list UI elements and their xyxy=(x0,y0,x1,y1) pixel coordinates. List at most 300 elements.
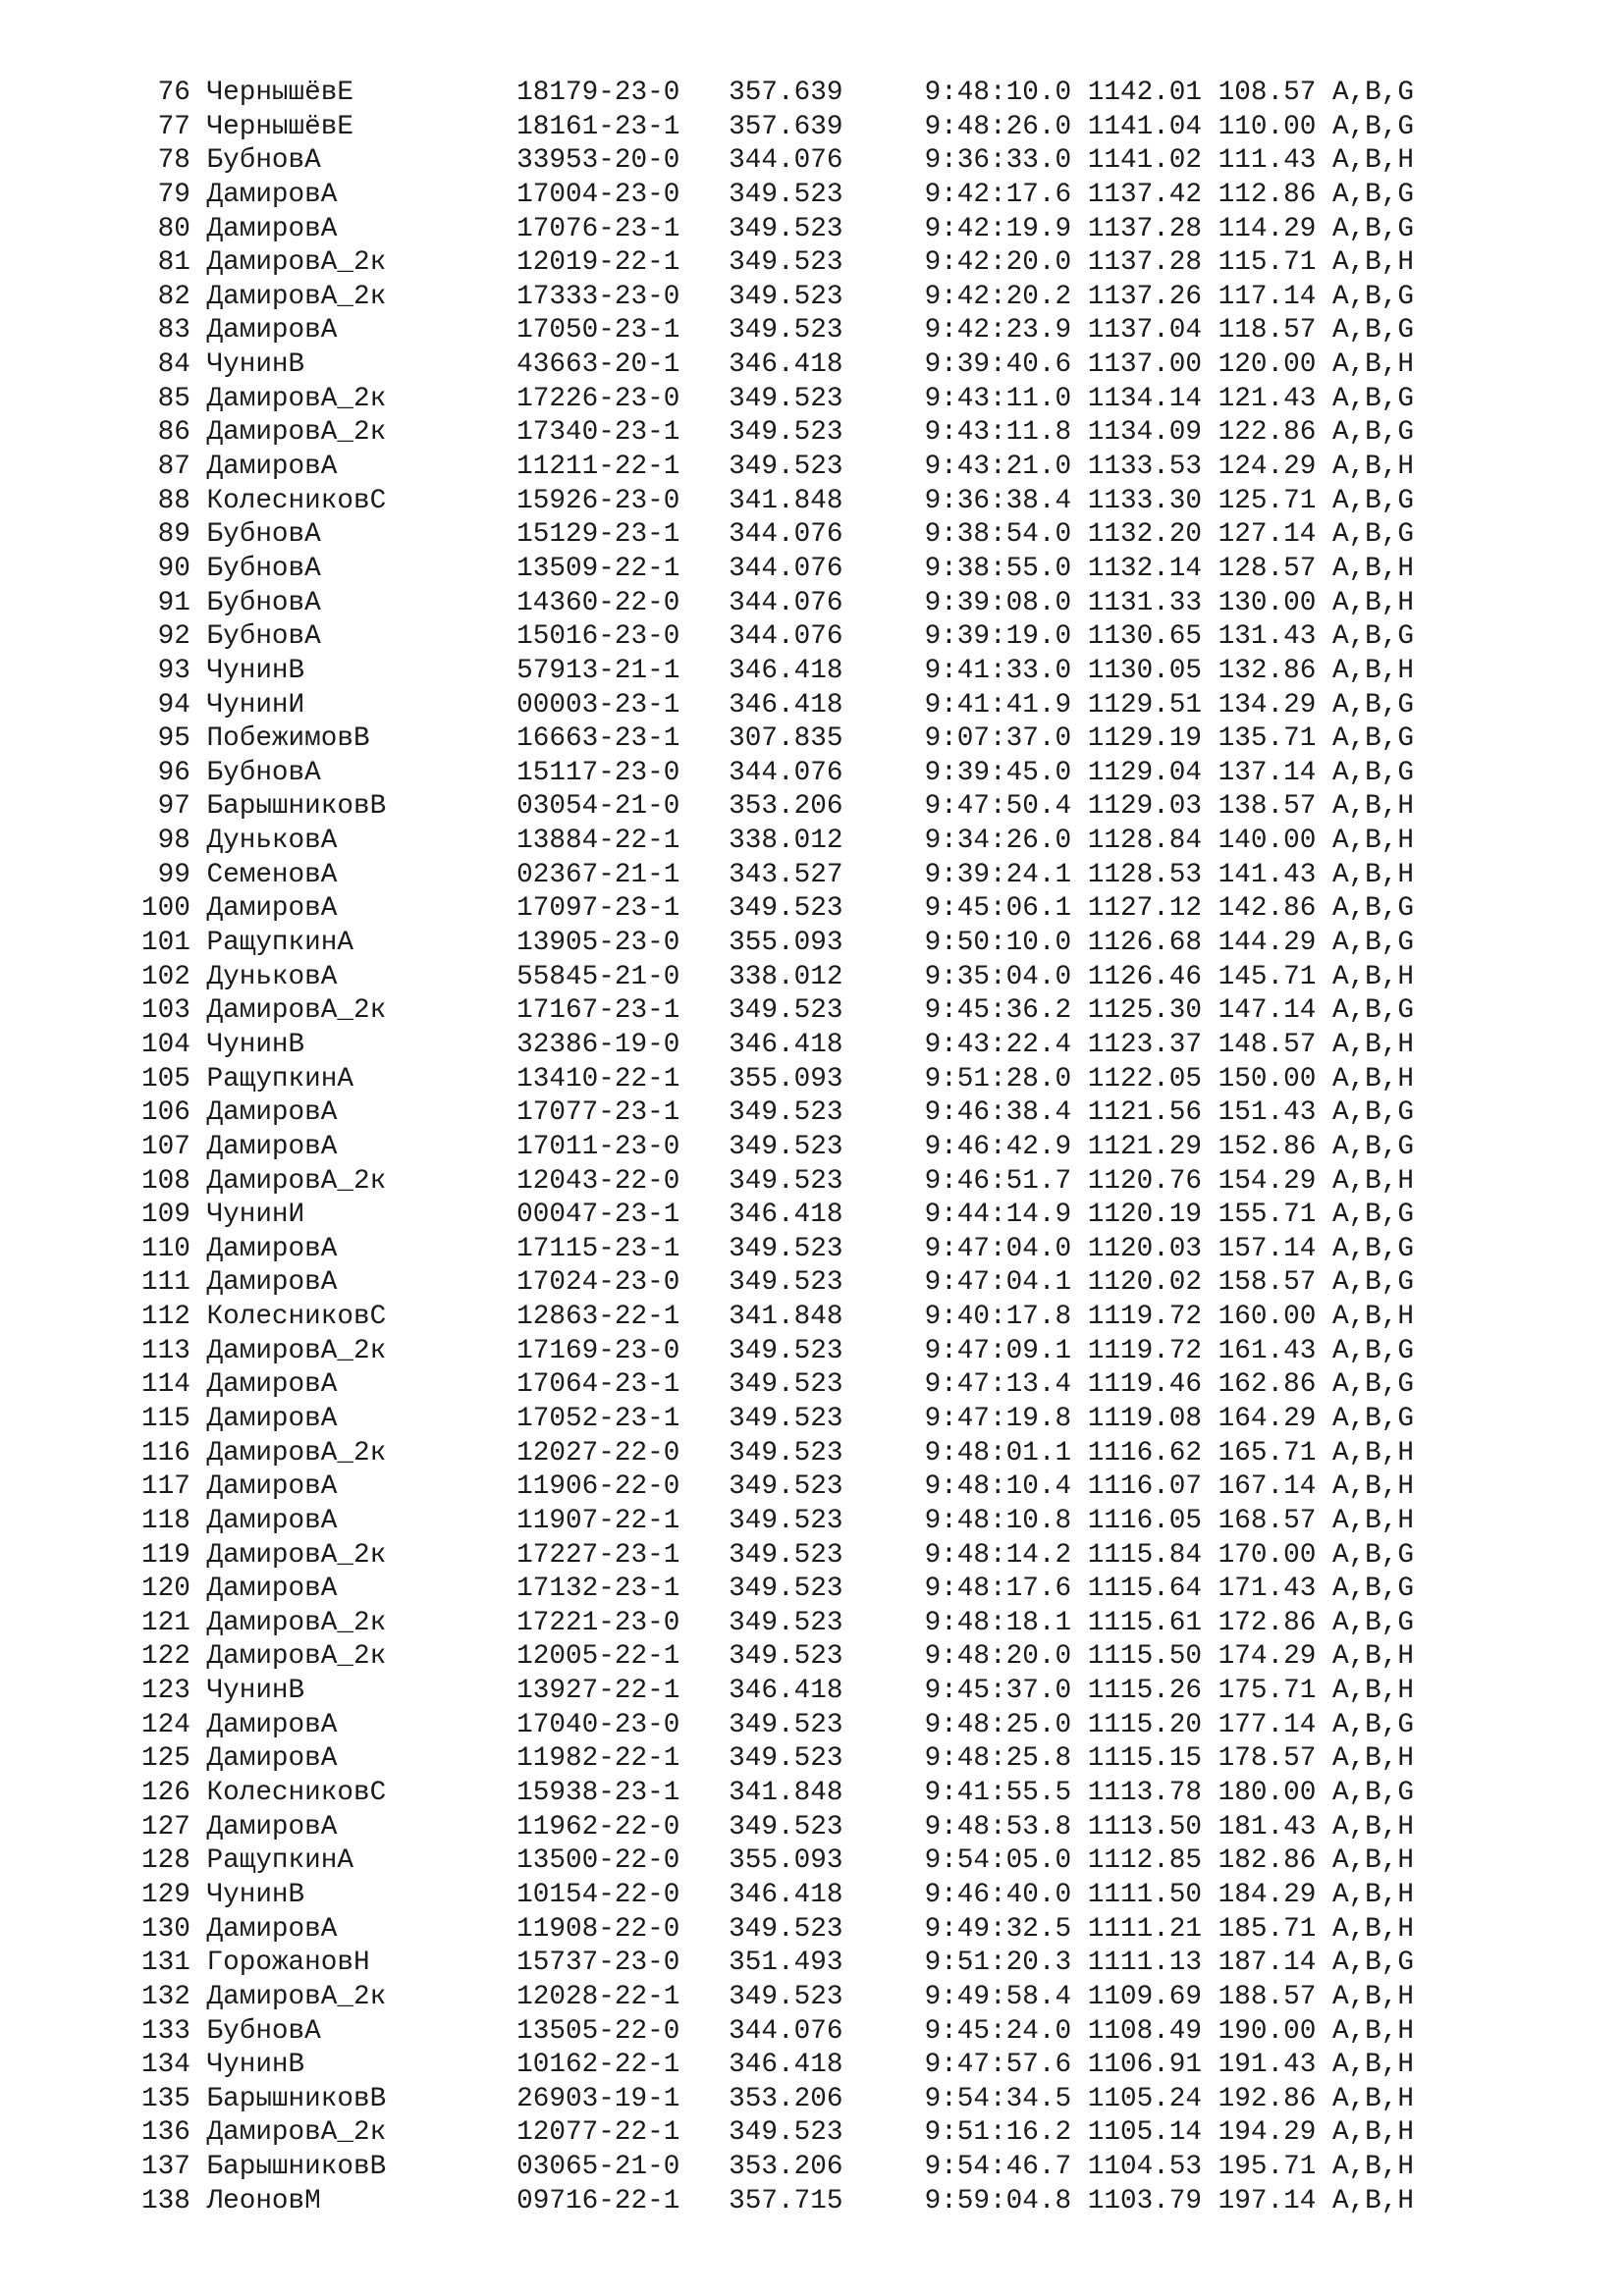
cell-ring: 12043-22-0 xyxy=(516,1165,730,1197)
cell-place: 92 xyxy=(141,621,207,653)
cell-distance: 349.523 xyxy=(729,315,925,347)
table-row xyxy=(141,1131,1414,1165)
cell-flags: A,B,H xyxy=(1331,145,1415,177)
cell-place: 123 xyxy=(141,1676,207,1707)
table-row xyxy=(141,2116,1414,2151)
cell-points: 142.86 xyxy=(1218,893,1332,925)
cell-speed: 1121.29 xyxy=(1087,1131,1218,1162)
cell-flags: A,B,H xyxy=(1331,1063,1415,1095)
cell-distance: 349.523 xyxy=(729,1437,925,1468)
cell-time: 9:39:24.1 xyxy=(924,859,1088,890)
cell-place: 135 xyxy=(141,2083,207,2114)
table-row xyxy=(141,2151,1414,2185)
cell-points: 180.00 xyxy=(1218,1778,1332,1809)
cell-distance: 341.848 xyxy=(729,485,925,516)
cell-time: 9:42:20.0 xyxy=(924,247,1088,279)
table-row xyxy=(141,1199,1414,1233)
cell-distance: 346.418 xyxy=(729,1029,925,1060)
cell-name: ДамировА xyxy=(206,1574,517,1605)
cell-speed: 1109.69 xyxy=(1087,1981,1218,2012)
cell-ring: 17052-23-1 xyxy=(516,1403,730,1434)
cell-distance: 346.418 xyxy=(729,1200,925,1231)
table-row xyxy=(141,111,1414,145)
cell-distance: 338.012 xyxy=(729,961,925,992)
cell-points: 161.43 xyxy=(1218,1335,1332,1366)
cell-place: 78 xyxy=(141,145,207,177)
cell-place: 77 xyxy=(141,111,207,142)
cell-name: ДамировА xyxy=(206,1369,517,1401)
cell-points: 178.57 xyxy=(1218,1743,1332,1775)
cell-speed: 1115.50 xyxy=(1087,1641,1218,1673)
cell-place: 76 xyxy=(141,78,207,108)
table-row xyxy=(141,927,1414,961)
cell-speed: 1116.07 xyxy=(1087,1471,1218,1503)
cell-flags: A,B,H xyxy=(1331,655,1415,686)
cell-distance: 349.523 xyxy=(729,247,925,279)
cell-place: 110 xyxy=(141,1233,207,1264)
cell-speed: 1137.28 xyxy=(1087,213,1218,244)
cell-time: 9:48:26.0 xyxy=(924,111,1088,142)
table-row xyxy=(141,348,1414,383)
cell-ring: 12005-22-1 xyxy=(516,1641,730,1673)
cell-points: 157.14 xyxy=(1218,1233,1332,1264)
cell-ring: 13500-22-0 xyxy=(516,1845,730,1877)
cell-place: 107 xyxy=(141,1131,207,1162)
cell-place: 104 xyxy=(141,1029,207,1060)
table-row xyxy=(141,451,1414,485)
table-row xyxy=(141,1879,1414,1913)
table-row xyxy=(141,1844,1414,1879)
cell-flags: A,B,G xyxy=(1331,928,1415,959)
cell-distance: 357.639 xyxy=(729,78,925,108)
cell-place: 90 xyxy=(141,553,207,584)
cell-ring: 17097-23-1 xyxy=(516,893,730,925)
cell-speed: 1130.05 xyxy=(1087,655,1218,686)
cell-name: БубновА xyxy=(206,145,517,177)
table-row xyxy=(141,2083,1414,2117)
cell-distance: 349.523 xyxy=(729,1335,925,1366)
cell-flags: A,B,H xyxy=(1331,1879,1415,1910)
cell-name: СеменовА xyxy=(206,859,517,890)
cell-points: 125.71 xyxy=(1218,485,1332,516)
cell-speed: 1132.14 xyxy=(1087,553,1218,584)
cell-ring: 17024-23-0 xyxy=(516,1267,730,1299)
cell-name: ДамировА_2к xyxy=(206,1335,517,1366)
table-row xyxy=(141,1913,1414,1948)
cell-ring: 12028-22-1 xyxy=(516,1981,730,2012)
cell-speed: 1112.85 xyxy=(1087,1845,1218,1877)
cell-speed: 1119.46 xyxy=(1087,1369,1218,1401)
cell-time: 9:47:19.8 xyxy=(924,1403,1088,1434)
cell-place: 120 xyxy=(141,1574,207,1605)
cell-speed: 1103.79 xyxy=(1087,2185,1218,2216)
table-row xyxy=(141,1981,1414,2015)
cell-distance: 357.715 xyxy=(729,2185,925,2216)
cell-points: 171.43 xyxy=(1218,1574,1332,1605)
cell-name: ДамировА xyxy=(206,179,517,210)
cell-distance: 349.523 xyxy=(729,1607,925,1638)
cell-flags: A,B,G xyxy=(1331,1607,1415,1638)
cell-name: ДамировА_2к xyxy=(206,1981,517,2012)
cell-place: 137 xyxy=(141,2152,207,2183)
cell-name: БарышниковВ xyxy=(206,2083,517,2114)
cell-time: 9:43:22.4 xyxy=(924,1029,1088,1060)
cell-ring: 13884-22-1 xyxy=(516,826,730,857)
cell-speed: 1106.91 xyxy=(1087,2050,1218,2081)
cell-points: 111.43 xyxy=(1218,145,1332,177)
cell-place: 100 xyxy=(141,893,207,925)
cell-ring: 17076-23-1 xyxy=(516,213,730,244)
table-row xyxy=(141,1233,1414,1267)
cell-time: 9:46:38.4 xyxy=(924,1097,1088,1129)
cell-place: 116 xyxy=(141,1437,207,1468)
cell-ring: 11906-22-0 xyxy=(516,1471,730,1503)
table-row xyxy=(141,1096,1414,1131)
cell-speed: 1127.12 xyxy=(1087,893,1218,925)
cell-flags: A,B,G xyxy=(1331,111,1415,142)
cell-points: 121.43 xyxy=(1218,383,1332,414)
cell-place: 111 xyxy=(141,1267,207,1299)
cell-name: БубновА xyxy=(206,2015,517,2047)
cell-ring: 17167-23-1 xyxy=(516,995,730,1027)
cell-distance: 355.093 xyxy=(729,928,925,959)
cell-ring: 11907-22-1 xyxy=(516,1505,730,1536)
cell-distance: 349.523 xyxy=(729,1165,925,1197)
cell-ring: 17226-23-0 xyxy=(516,383,730,414)
table-row xyxy=(141,994,1414,1029)
cell-flags: A,B,G xyxy=(1331,723,1415,755)
cell-points: 112.86 xyxy=(1218,179,1332,210)
cell-speed: 1128.84 xyxy=(1087,826,1218,857)
cell-name: ЧунинВ xyxy=(206,655,517,686)
cell-ring: 17169-23-0 xyxy=(516,1335,730,1366)
cell-time: 9:42:19.9 xyxy=(924,213,1088,244)
cell-place: 109 xyxy=(141,1200,207,1231)
cell-ring: 17221-23-0 xyxy=(516,1607,730,1638)
table-row xyxy=(141,1573,1414,1607)
cell-name: ЧернышёвЕ xyxy=(206,78,517,108)
cell-flags: A,B,G xyxy=(1331,893,1415,925)
cell-flags: A,B,G xyxy=(1331,689,1415,721)
cell-speed: 1137.28 xyxy=(1087,247,1218,279)
cell-speed: 1111.13 xyxy=(1087,1948,1218,1979)
cell-name: ПобежимовВ xyxy=(206,723,517,755)
cell-points: 108.57 xyxy=(1218,78,1332,108)
cell-name: ДамировА xyxy=(206,1131,517,1162)
cell-time: 9:59:04.8 xyxy=(924,2185,1088,2216)
cell-time: 9:54:05.0 xyxy=(924,1845,1088,1877)
cell-time: 9:34:26.0 xyxy=(924,826,1088,857)
table-row xyxy=(141,2185,1414,2219)
cell-points: 137.14 xyxy=(1218,757,1332,788)
cell-ring: 13509-22-1 xyxy=(516,553,730,584)
cell-time: 9:46:51.7 xyxy=(924,1165,1088,1197)
cell-points: 144.29 xyxy=(1218,928,1332,959)
table-row xyxy=(141,1437,1414,1471)
cell-flags: A,B,H xyxy=(1331,1302,1415,1333)
cell-flags: A,B,H xyxy=(1331,826,1415,857)
cell-ring: 17227-23-1 xyxy=(516,1539,730,1571)
cell-flags: A,B,G xyxy=(1331,1574,1415,1605)
cell-distance: 338.012 xyxy=(729,826,925,857)
cell-place: 87 xyxy=(141,452,207,483)
table-row xyxy=(141,1403,1414,1437)
cell-place: 129 xyxy=(141,1879,207,1910)
cell-time: 9:42:20.2 xyxy=(924,281,1088,312)
cell-ring: 00047-23-1 xyxy=(516,1200,730,1231)
cell-flags: A,B,G xyxy=(1331,383,1415,414)
cell-name: КолесниковС xyxy=(206,1302,517,1333)
cell-points: 191.43 xyxy=(1218,2050,1332,2081)
cell-ring: 17004-23-0 xyxy=(516,179,730,210)
cell-name: ЧунинВ xyxy=(206,2050,517,2081)
cell-flags: A,B,G xyxy=(1331,1709,1415,1740)
cell-ring: 16663-23-1 xyxy=(516,723,730,755)
cell-name: БубновА xyxy=(206,621,517,653)
cell-ring: 17050-23-1 xyxy=(516,315,730,347)
cell-place: 138 xyxy=(141,2185,207,2216)
cell-points: 190.00 xyxy=(1218,2015,1332,2047)
table-row xyxy=(141,1742,1414,1777)
cell-speed: 1115.64 xyxy=(1087,1574,1218,1605)
cell-ring: 13505-22-0 xyxy=(516,2015,730,2047)
cell-distance: 349.523 xyxy=(729,281,925,312)
cell-speed: 1115.26 xyxy=(1087,1676,1218,1707)
cell-place: 82 xyxy=(141,281,207,312)
cell-time: 9:48:01.1 xyxy=(924,1437,1088,1468)
cell-ring: 33953-20-0 xyxy=(516,145,730,177)
table-row xyxy=(141,1165,1414,1200)
table-row xyxy=(141,859,1414,893)
cell-speed: 1132.20 xyxy=(1087,519,1218,551)
cell-name: КолесниковС xyxy=(206,485,517,516)
cell-speed: 1115.20 xyxy=(1087,1709,1218,1740)
cell-time: 9:38:55.0 xyxy=(924,553,1088,584)
cell-flags: A,B,G xyxy=(1331,1539,1415,1571)
cell-name: ДуньковА xyxy=(206,826,517,857)
cell-points: 158.57 xyxy=(1218,1267,1332,1299)
cell-name: ДамировА xyxy=(206,893,517,925)
cell-speed: 1119.72 xyxy=(1087,1302,1218,1333)
cell-speed: 1122.05 xyxy=(1087,1063,1218,1095)
cell-points: 128.57 xyxy=(1218,553,1332,584)
cell-ring: 02367-21-1 xyxy=(516,859,730,890)
cell-speed: 1111.50 xyxy=(1087,1879,1218,1910)
cell-speed: 1129.51 xyxy=(1087,689,1218,721)
cell-place: 127 xyxy=(141,1811,207,1842)
cell-distance: 346.418 xyxy=(729,1879,925,1910)
cell-flags: A,B,H xyxy=(1331,247,1415,279)
cell-flags: A,B,G xyxy=(1331,1948,1415,1979)
cell-time: 9:07:37.0 xyxy=(924,723,1088,755)
cell-speed: 1126.46 xyxy=(1087,961,1218,992)
cell-place: 117 xyxy=(141,1471,207,1503)
cell-name: РащупкинА xyxy=(206,1063,517,1095)
cell-time: 9:39:45.0 xyxy=(924,757,1088,788)
cell-distance: 349.523 xyxy=(729,417,925,449)
cell-speed: 1120.76 xyxy=(1087,1165,1218,1197)
table-row xyxy=(141,1063,1414,1097)
cell-points: 187.14 xyxy=(1218,1948,1332,1979)
cell-distance: 349.523 xyxy=(729,1471,925,1503)
cell-place: 134 xyxy=(141,2050,207,2081)
table-row xyxy=(141,757,1414,791)
cell-speed: 1137.42 xyxy=(1087,179,1218,210)
cell-speed: 1120.19 xyxy=(1087,1200,1218,1231)
cell-place: 98 xyxy=(141,826,207,857)
cell-name: ДуньковА xyxy=(206,961,517,992)
cell-name: ДамировА_2к xyxy=(206,281,517,312)
cell-flags: A,B,G xyxy=(1331,213,1415,244)
cell-distance: 349.523 xyxy=(729,995,925,1027)
cell-flags: A,B,H xyxy=(1331,2083,1415,2114)
cell-points: 181.43 xyxy=(1218,1811,1332,1842)
cell-distance: 349.523 xyxy=(729,452,925,483)
table-row xyxy=(141,281,1414,315)
cell-speed: 1115.15 xyxy=(1087,1743,1218,1775)
cell-time: 9:54:46.7 xyxy=(924,2152,1088,2183)
cell-place: 103 xyxy=(141,995,207,1027)
cell-ring: 13410-22-1 xyxy=(516,1063,730,1095)
cell-name: ДамировА xyxy=(206,1403,517,1434)
cell-points: 124.29 xyxy=(1218,452,1332,483)
cell-time: 9:48:14.2 xyxy=(924,1539,1088,1571)
cell-speed: 1119.08 xyxy=(1087,1403,1218,1434)
cell-speed: 1131.33 xyxy=(1087,587,1218,618)
cell-name: ДамировА_2к xyxy=(206,1641,517,1673)
cell-distance: 349.523 xyxy=(729,1505,925,1536)
cell-ring: 10162-22-1 xyxy=(516,2050,730,2081)
cell-speed: 1115.84 xyxy=(1087,1539,1218,1571)
cell-speed: 1108.49 xyxy=(1087,2015,1218,2047)
cell-time: 9:48:10.0 xyxy=(924,78,1088,108)
cell-ring: 11908-22-0 xyxy=(516,1913,730,1945)
cell-name: ЧунинИ xyxy=(206,689,517,721)
cell-ring: 09716-22-1 xyxy=(516,2185,730,2216)
cell-place: 124 xyxy=(141,1709,207,1740)
cell-place: 133 xyxy=(141,2015,207,2047)
cell-distance: 349.523 xyxy=(729,1641,925,1673)
cell-name: КолесниковС xyxy=(206,1778,517,1809)
table-row xyxy=(141,518,1414,553)
cell-flags: A,B,G xyxy=(1331,78,1415,108)
cell-points: 160.00 xyxy=(1218,1302,1332,1333)
cell-distance: 349.523 xyxy=(729,893,925,925)
cell-time: 9:47:09.1 xyxy=(924,1335,1088,1366)
cell-time: 9:50:10.0 xyxy=(924,928,1088,959)
cell-ring: 55845-21-0 xyxy=(516,961,730,992)
cell-time: 9:43:11.0 xyxy=(924,383,1088,414)
cell-points: 118.57 xyxy=(1218,315,1332,347)
cell-distance: 355.093 xyxy=(729,1063,925,1095)
table-row xyxy=(141,1607,1414,1641)
table-row xyxy=(141,77,1414,111)
cell-distance: 355.093 xyxy=(729,1845,925,1877)
cell-name: БарышниковВ xyxy=(206,2152,517,2183)
table-row xyxy=(141,825,1414,859)
cell-ring: 17333-23-0 xyxy=(516,281,730,312)
cell-flags: A,B,G xyxy=(1331,417,1415,449)
cell-place: 89 xyxy=(141,519,207,551)
cell-ring: 26903-19-1 xyxy=(516,2083,730,2114)
cell-ring: 12863-22-1 xyxy=(516,1302,730,1333)
cell-flags: A,B,H xyxy=(1331,1811,1415,1842)
cell-speed: 1123.37 xyxy=(1087,1029,1218,1060)
table-row xyxy=(141,553,1414,587)
cell-distance: 349.523 xyxy=(729,1539,925,1571)
cell-time: 9:36:38.4 xyxy=(924,485,1088,516)
cell-ring: 13905-23-0 xyxy=(516,928,730,959)
cell-time: 9:48:18.1 xyxy=(924,1607,1088,1638)
cell-distance: 349.523 xyxy=(729,1913,925,1945)
cell-time: 9:47:13.4 xyxy=(924,1369,1088,1401)
cell-place: 79 xyxy=(141,179,207,210)
cell-flags: A,B,G xyxy=(1331,485,1415,516)
cell-place: 84 xyxy=(141,349,207,381)
cell-flags: A,B,G xyxy=(1331,1778,1415,1809)
cell-distance: 357.639 xyxy=(729,111,925,142)
cell-distance: 349.523 xyxy=(729,1369,925,1401)
cell-ring: 12077-22-1 xyxy=(516,2117,730,2149)
cell-ring: 12027-22-0 xyxy=(516,1437,730,1468)
cell-speed: 1115.61 xyxy=(1087,1607,1218,1638)
cell-place: 96 xyxy=(141,757,207,788)
cell-name: ДамировА xyxy=(206,452,517,483)
cell-name: ДамировА_2к xyxy=(206,1437,517,1468)
cell-flags: A,B,G xyxy=(1331,1200,1415,1231)
table-row xyxy=(141,179,1414,213)
cell-name: ДамировА_2к xyxy=(206,1539,517,1571)
table-row xyxy=(141,416,1414,451)
cell-speed: 1113.78 xyxy=(1087,1778,1218,1809)
cell-place: 93 xyxy=(141,655,207,686)
cell-distance: 343.527 xyxy=(729,859,925,890)
cell-name: ДамировА xyxy=(206,315,517,347)
cell-points: 162.86 xyxy=(1218,1369,1332,1401)
cell-place: 118 xyxy=(141,1505,207,1536)
cell-place: 101 xyxy=(141,928,207,959)
cell-distance: 341.848 xyxy=(729,1778,925,1809)
cell-place: 126 xyxy=(141,1778,207,1809)
cell-place: 108 xyxy=(141,1165,207,1197)
cell-place: 130 xyxy=(141,1913,207,1945)
cell-place: 131 xyxy=(141,1948,207,1979)
cell-name: ДамировА xyxy=(206,1267,517,1299)
cell-points: 110.00 xyxy=(1218,111,1332,142)
cell-distance: 349.523 xyxy=(729,1574,925,1605)
cell-place: 80 xyxy=(141,213,207,244)
cell-ring: 17340-23-1 xyxy=(516,417,730,449)
cell-points: 151.43 xyxy=(1218,1097,1332,1129)
cell-points: 130.00 xyxy=(1218,587,1332,618)
cell-flags: A,B,H xyxy=(1331,1981,1415,2012)
cell-time: 9:45:36.2 xyxy=(924,995,1088,1027)
cell-time: 9:44:14.9 xyxy=(924,1200,1088,1231)
cell-ring: 15938-23-1 xyxy=(516,1778,730,1809)
table-row xyxy=(141,314,1414,348)
cell-time: 9:47:04.0 xyxy=(924,1233,1088,1264)
cell-points: 165.71 xyxy=(1218,1437,1332,1468)
cell-points: 164.29 xyxy=(1218,1403,1332,1434)
cell-time: 9:48:10.8 xyxy=(924,1505,1088,1536)
cell-time: 9:43:21.0 xyxy=(924,452,1088,483)
cell-ring: 17115-23-1 xyxy=(516,1233,730,1264)
cell-flags: A,B,H xyxy=(1331,1437,1415,1468)
cell-points: 138.57 xyxy=(1218,791,1332,823)
cell-speed: 1116.62 xyxy=(1087,1437,1218,1468)
cell-points: 120.00 xyxy=(1218,349,1332,381)
table-row xyxy=(141,1029,1414,1063)
